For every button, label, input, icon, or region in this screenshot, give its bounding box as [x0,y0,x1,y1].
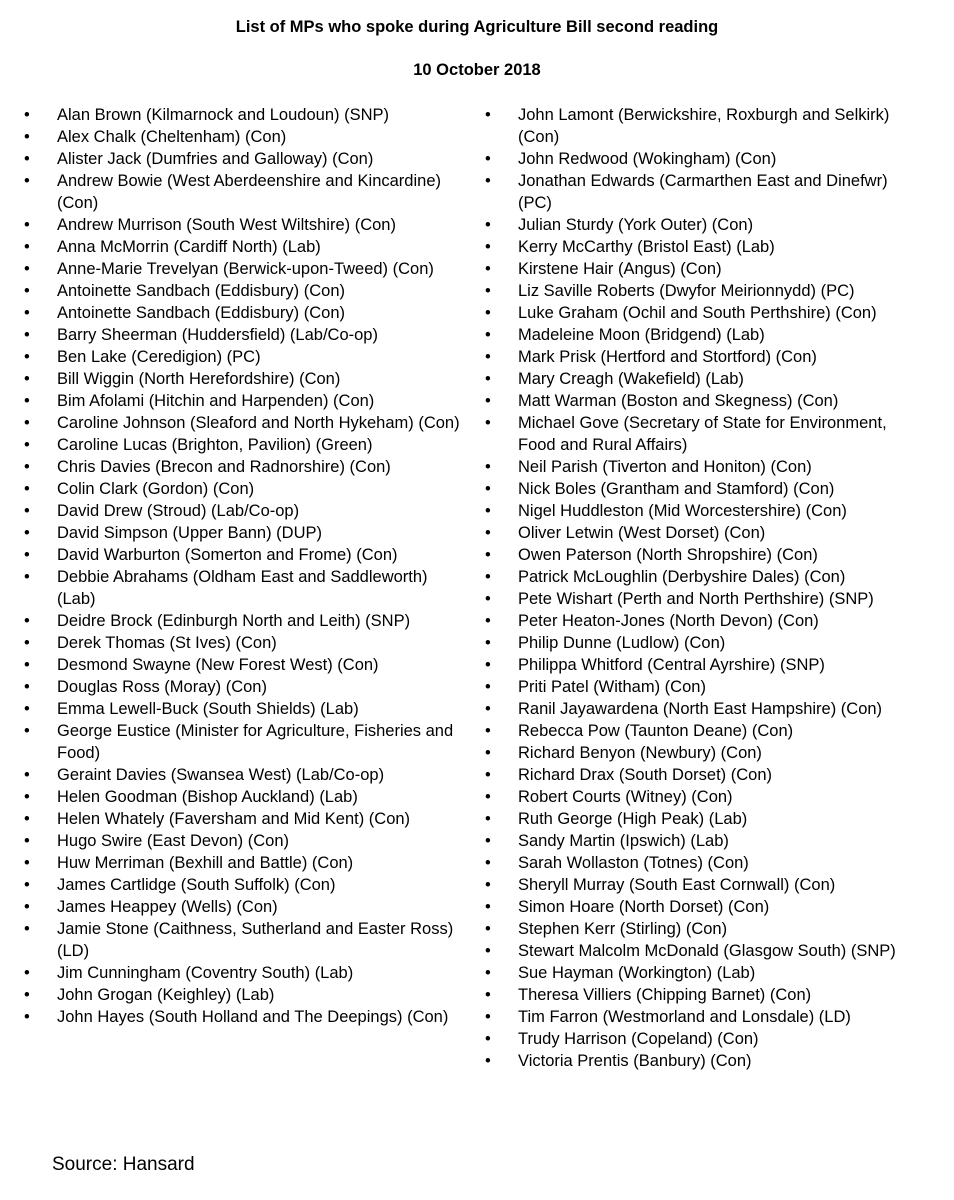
bullet-icon: • [485,788,491,806]
mp-list-item [485,324,925,346]
bullet-icon: • [485,106,491,124]
bullet-icon: • [485,546,491,564]
mp-entry-text: Alister Jack (Dumfries and Galloway) (Con) [57,150,374,168]
mp-entry-text: Nigel Huddleston (Mid Worcestershire) (Con) [518,502,847,520]
mp-entry-text: Deidre Brock (Edinburgh North and Leith) (SNP) [57,612,411,630]
mp-entry-text: Bill Wiggin (North Herefordshire) (Con) [57,370,341,388]
mp-entry-text: Huw Merriman (Bexhill and Battle) (Con) [57,854,354,872]
bullet-icon: • [485,854,491,872]
bullet-icon: • [24,436,30,454]
mp-entry-text: Colin Clark (Gordon) (Con) [57,480,255,498]
bullet-icon: • [24,260,30,278]
bullet-icon: • [485,876,491,894]
mp-list-item [24,522,464,544]
bullet-icon: • [24,700,30,718]
mp-list-item [24,896,464,918]
source-note: Source: Hansard [52,1154,195,1175]
mp-list-item [24,104,464,126]
mp-entry-text: Mark Prisk (Hertford and Stortford) (Con) [518,348,817,366]
mp-entry-text: Rebecca Pow (Taunton Deane) (Con) [518,722,794,740]
mp-entry-text: Jamie Stone (Caithness, Sutherland and Easter Ross) (LD) [57,920,454,960]
bullet-icon: • [24,722,30,740]
mp-list-item [24,984,464,1006]
mp-entry-text: Antoinette Sandbach (Eddisbury) (Con) [57,304,345,322]
mp-list-item [24,478,464,500]
mp-entry-text: Kerry McCarthy (Bristol East) (Lab) [518,238,775,256]
mp-entry-text: John Hayes (South Holland and The Deepings) (Con) [57,1008,449,1026]
mp-entry-text: Andrew Murrison (South West Wiltshire) (Con) [57,216,396,234]
mp-entry-text: Theresa Villiers (Chipping Barnet) (Con) [518,986,812,1004]
bullet-icon: • [485,414,491,432]
bullet-icon: • [24,348,30,366]
bullet-icon: • [24,392,30,410]
mp-list-item [24,214,464,236]
bullet-icon: • [24,656,30,674]
bullet-icon: • [485,150,491,168]
mp-list-item [485,522,925,544]
bullet-icon: • [24,282,30,300]
mp-list-item [24,808,464,830]
bullet-icon: • [485,700,491,718]
bullet-icon: • [485,898,491,916]
bullet-icon: • [485,480,491,498]
mp-list-item [485,940,925,962]
mp-entry-text: Robert Courts (Witney) (Con) [518,788,733,806]
mp-list-item [485,742,925,764]
mp-list-item [485,478,925,500]
mp-entry-text: Stephen Kerr (Stirling) (Con) [518,920,728,938]
mp-entry-text: Emma Lewell-Buck (South Shields) (Lab) [57,700,359,718]
mp-entry-text: Kirstene Hair (Angus) (Con) [518,260,722,278]
mp-entry-text: David Drew (Stroud) (Lab/Co-op) [57,502,300,520]
bullet-icon: • [24,810,30,828]
mp-entry-text: Patrick McLoughlin (Derbyshire Dales) (Con) [518,568,846,586]
bullet-icon: • [485,766,491,784]
mp-list-item [485,874,925,896]
mp-list-item [24,390,464,412]
bullet-icon: • [485,590,491,608]
mp-list-item [485,632,925,654]
mp-list-item [24,368,464,390]
bullet-icon: • [24,986,30,1004]
mp-entry-text: Michael Gove (Secretary of State for Environment, Food and Rural Affairs) [518,414,887,454]
bullet-icon: • [24,216,30,234]
bullet-icon: • [24,480,30,498]
mp-list-item [24,786,464,808]
mp-entry-text: Jonathan Edwards (Carmarthen East and Dinefwr) (PC) [518,172,888,212]
bullet-icon: • [485,348,491,366]
mp-list-item [485,456,925,478]
mp-list-item [485,764,925,786]
mp-entry-text: Liz Saville Roberts (Dwyfor Meirionnydd) (PC) [518,282,855,300]
bullet-icon: • [24,766,30,784]
bullet-icon: • [485,964,491,982]
bullet-icon: • [485,282,491,300]
mp-list-item [485,654,925,676]
bullet-icon: • [485,1052,491,1070]
bullet-icon: • [485,832,491,850]
mp-entry-text: Ranil Jayawardena (North East Hampshire) (Con) [518,700,883,718]
mp-list-item [24,764,464,786]
mp-list-item [24,654,464,676]
mp-entry-text: Helen Whately (Faversham and Mid Kent) (Con) [57,810,411,828]
mp-entry-text: James Cartlidge (South Suffolk) (Con) [57,876,336,894]
bullet-icon: • [485,172,491,190]
bullet-icon: • [485,326,491,344]
mp-list-item [485,104,925,148]
mp-entry-text: Alex Chalk (Cheltenham) (Con) [57,128,287,146]
mp-list-item [24,148,464,170]
bullet-icon: • [485,260,491,278]
mp-list-item [24,720,464,764]
mp-entry-text: Trudy Harrison (Copeland) (Con) [518,1030,759,1048]
mp-list-item [24,962,464,984]
bullet-icon: • [24,568,30,586]
mp-list-item [24,544,464,566]
bullet-icon: • [485,634,491,652]
mp-entry-text: Stewart Malcolm McDonald (Glasgow South) (SNP) [518,942,896,960]
mp-entry-text: Madeleine Moon (Bridgend) (Lab) [518,326,765,344]
bullet-icon: • [485,568,491,586]
bullet-icon: • [24,106,30,124]
mp-entry-text: Victoria Prentis (Banbury) (Con) [518,1052,752,1070]
mp-entry-text: Hugo Swire (East Devon) (Con) [57,832,289,850]
mp-list-item [485,918,925,940]
mp-list-item [485,676,925,698]
bullet-icon: • [24,964,30,982]
mp-entry-text: Matt Warman (Boston and Skegness) (Con) [518,392,839,410]
mp-entry-text: Richard Benyon (Newbury) (Con) [518,744,762,762]
bullet-icon: • [24,150,30,168]
mp-list-item [485,280,925,302]
mp-entry-text: Luke Graham (Ochil and South Perthshire) (Con) [518,304,877,322]
mp-entry-text: Antoinette Sandbach (Eddisbury) (Con) [57,282,345,300]
mp-entry-text: Philippa Whitford (Central Ayrshire) (SNP) [518,656,825,674]
mp-entry-text: Geraint Davies (Swansea West) (Lab/Co-op) [57,766,385,784]
mp-list-item [24,302,464,324]
mp-list-item [485,148,925,170]
mp-list-item [24,126,464,148]
mp-list-item [24,852,464,874]
mp-entry-text: Caroline Lucas (Brighton, Pavilion) (Green) [57,436,373,454]
mp-list-item [24,610,464,632]
mp-list-item [24,434,464,456]
mp-list-item [485,984,925,1006]
bullet-icon: • [24,832,30,850]
mp-entry-text: Caroline Johnson (Sleaford and North Hykeham) (Con) [57,414,460,432]
mp-entry-text: Sue Hayman (Workington) (Lab) [518,964,756,982]
mp-list-item [485,610,925,632]
mp-entry-text: Priti Patel (Witham) (Con) [518,678,706,696]
mp-list-item [485,808,925,830]
bullet-icon: • [485,678,491,696]
mp-list-item [24,676,464,698]
mp-list-item [24,324,464,346]
mp-list-item [485,500,925,522]
mp-list-item [485,720,925,742]
mp-list-item [24,500,464,522]
mp-list-item [24,280,464,302]
mp-entry-text: Bim Afolami (Hitchin and Harpenden) (Con) [57,392,375,410]
bullet-icon: • [485,458,491,476]
bullet-icon: • [24,172,30,190]
bullet-icon: • [24,414,30,432]
bullet-icon: • [485,810,491,828]
mp-list-item [485,368,925,390]
mp-list-item [485,1006,925,1028]
mp-list-item [485,1050,925,1072]
mp-entry-text: Sarah Wollaston (Totnes) (Con) [518,854,749,872]
mp-entry-text: James Heappey (Wells) (Con) [57,898,278,916]
mp-entry-text: Nick Boles (Grantham and Stamford) (Con) [518,480,835,498]
bullet-icon: • [24,238,30,256]
bullet-icon: • [485,722,491,740]
bullet-icon: • [24,898,30,916]
bullet-icon: • [24,788,30,806]
bullet-icon: • [24,854,30,872]
mp-entry-text: Barry Sheerman (Huddersfield) (Lab/Co-op) [57,326,378,344]
mp-entry-text: Jim Cunningham (Coventry South) (Lab) [57,964,354,982]
mp-list-item [485,786,925,808]
bullet-icon: • [485,744,491,762]
bullet-icon: • [24,1008,30,1026]
bullet-icon: • [24,634,30,652]
mp-list-item [485,346,925,368]
mp-entry-text: Andrew Bowie (West Aberdeenshire and Kincardine) (Con) [57,172,441,212]
mp-entry-text: Tim Farron (Westmorland and Lonsdale) (LD) [518,1008,851,1026]
mp-list-item [485,412,925,456]
mp-list-item [485,698,925,720]
mp-entry-text: Anne-Marie Trevelyan (Berwick-upon-Tweed) (Con) [57,260,434,278]
bullet-icon: • [485,986,491,1004]
mp-list-left-column [24,104,464,1028]
bullet-icon: • [485,920,491,938]
mp-list-item [485,896,925,918]
mp-list-item [24,830,464,852]
mp-list-item [485,962,925,984]
mp-list-item [485,258,925,280]
mp-list-item [24,170,464,214]
mp-list-item [485,852,925,874]
bullet-icon: • [24,678,30,696]
mp-entry-text: Douglas Ross (Moray) (Con) [57,678,267,696]
bullet-icon: • [24,546,30,564]
mp-entry-text: Derek Thomas (St Ives) (Con) [57,634,277,652]
mp-list-item [485,566,925,588]
bullet-icon: • [24,304,30,322]
mp-entry-text: John Lamont (Berwickshire, Roxburgh and Selkirk) (Con) [518,106,890,146]
mp-entry-text: Sandy Martin (Ipswich) (Lab) [518,832,729,850]
mp-entry-text: Simon Hoare (North Dorset) (Con) [518,898,770,916]
mp-entry-text: Anna McMorrin (Cardiff North) (Lab) [57,238,321,256]
mp-entry-text: David Warburton (Somerton and Frome) (Con) [57,546,398,564]
bullet-icon: • [485,238,491,256]
mp-list-item [485,214,925,236]
mp-entry-text: George Eustice (Minister for Agriculture, Fisheries and Food) [57,722,454,762]
bullet-icon: • [485,1030,491,1048]
bullet-icon: • [485,392,491,410]
bullet-icon: • [24,920,30,938]
mp-entry-text: John Redwood (Wokingham) (Con) [518,150,777,168]
mp-list-item [24,698,464,720]
mp-entry-text: David Simpson (Upper Bann) (DUP) [57,524,323,542]
mp-entry-text: Peter Heaton-Jones (North Devon) (Con) [518,612,819,630]
mp-list-item [24,918,464,962]
mp-list-item [485,236,925,258]
mp-list-item [24,566,464,610]
mp-entry-text: Neil Parish (Tiverton and Honiton) (Con) [518,458,812,476]
mp-entry-text: Julian Sturdy (York Outer) (Con) [518,216,754,234]
bullet-icon: • [485,656,491,674]
bullet-icon: • [24,612,30,630]
mp-list-item [485,1028,925,1050]
mp-list-item [24,874,464,896]
mp-list-item [24,456,464,478]
mp-list-item [485,170,925,214]
mp-entry-text: Richard Drax (South Dorset) (Con) [518,766,772,784]
mp-entry-text: John Grogan (Keighley) (Lab) [57,986,275,1004]
bullet-icon: • [485,502,491,520]
mp-entry-text: Debbie Abrahams (Oldham East and Saddleworth) (Lab) [57,568,428,608]
bullet-icon: • [485,370,491,388]
mp-entry-text: Desmond Swayne (New Forest West) (Con) [57,656,379,674]
mp-entry-text: Alan Brown (Kilmarnock and Loudoun) (SNP) [57,106,389,124]
mp-list-item [24,632,464,654]
bullet-icon: • [485,304,491,322]
bullet-icon: • [24,326,30,344]
document-date: 10 October 2018 [413,61,541,79]
mp-list-item [485,588,925,610]
bullet-icon: • [485,524,491,542]
mp-list-right-column [485,104,925,1072]
bullet-icon: • [485,1008,491,1026]
bullet-icon: • [485,612,491,630]
bullet-icon: • [24,458,30,476]
mp-entry-text: Oliver Letwin (West Dorset) (Con) [518,524,766,542]
mp-entry-text: Owen Paterson (North Shropshire) (Con) [518,546,818,564]
mp-list-item [24,1006,464,1028]
document-title: List of MPs who spoke during Agriculture Bill second reading [235,18,719,36]
mp-list-item [24,346,464,368]
bullet-icon: • [485,216,491,234]
bullet-icon: • [485,942,491,960]
bullet-icon: • [24,524,30,542]
mp-list-item [485,830,925,852]
mp-entry-text: Chris Davies (Brecon and Radnorshire) (Con) [57,458,391,476]
mp-entry-text: Ben Lake (Ceredigion) (PC) [57,348,261,366]
mp-list-item [485,302,925,324]
bullet-icon: • [24,128,30,146]
mp-list-item [24,412,464,434]
mp-entry-text: Mary Creagh (Wakefield) (Lab) [518,370,744,388]
mp-entry-text: Philip Dunne (Ludlow) (Con) [518,634,726,652]
mp-list-item [485,390,925,412]
mp-list-item [24,236,464,258]
mp-entry-text: Helen Goodman (Bishop Auckland) (Lab) [57,788,358,806]
bullet-icon: • [24,502,30,520]
mp-entry-text: Sheryll Murray (South East Cornwall) (Con) [518,876,836,894]
bullet-icon: • [24,876,30,894]
mp-entry-text: Pete Wishart (Perth and North Perthshire) (SNP) [518,590,874,608]
mp-entry-text: Ruth George (High Peak) (Lab) [518,810,748,828]
bullet-icon: • [24,370,30,388]
mp-list-item [485,544,925,566]
mp-list-item [24,258,464,280]
